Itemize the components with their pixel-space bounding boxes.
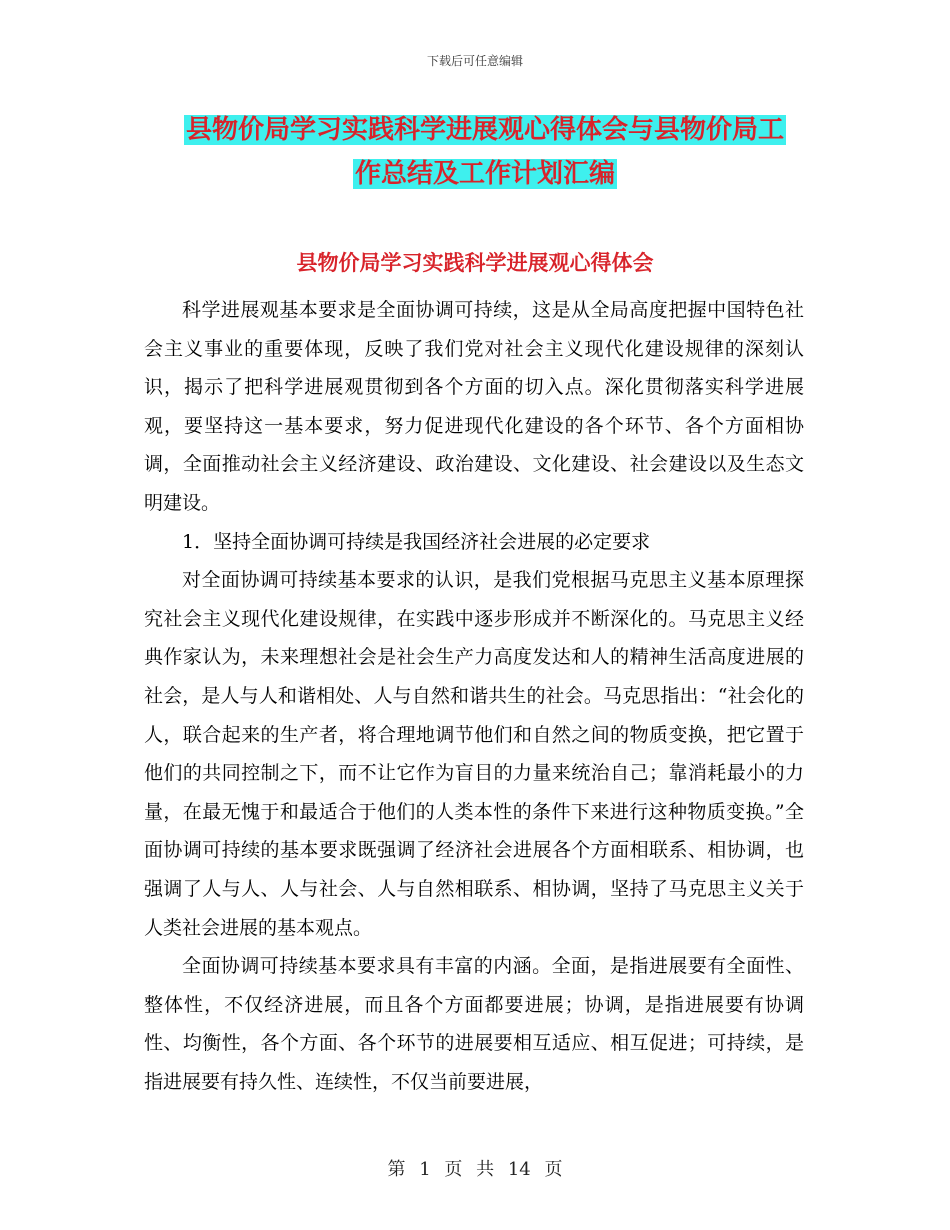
title-line-2: 作总结及工作计划汇编: [354, 159, 615, 189]
section-title: 县物价局学习实践科学进展观心得体会: [296, 250, 654, 275]
paragraph-4: 全面协调可持续基本要求具有丰富的内涵。全面，是指进展要有全面性、整体性，不仅经济进展，而且各个方面都要进展；协调，是指进展要有协调性、均衡性，各个方面、各个环节的进展要相互适应、相互促进；可持续，是指进展要有持久性、连续性，不仅当前要进展，: [144, 955, 804, 1093]
document-title: [140, 108, 830, 196]
header-note: 下载后可任意编辑: [426, 54, 523, 68]
paragraph-2-heading: 1．坚持全面协调可持续是我国经济社会进展的必定要求: [182, 530, 651, 553]
page-footer: 第 1 页 共 14 页: [387, 1159, 563, 1180]
title-line-1: 县物价局学习实践科学进展观心得体会与县物价局工: [185, 115, 784, 145]
paragraph-1: 科学进展观基本要求是全面协调可持续，这是从全局高度把握中国特色社会主义事业的重要体现，反映了我们党对社会主义现代化建设规律的深刻认识，揭示了把科学进展观贯彻到各个方面的切入点。深化贯彻落实科学进展观，要坚持这一基本要求，努力促进现代化建设的各个环节、各个方面相协调，全面推动社会主义经济建设、政治建设、文化建设、社会建设以及生态文明建设。: [144, 299, 804, 514]
body-text: [144, 291, 804, 1101]
paragraph-3: 对全面协调可持续基本要求的认识，是我们党根据马克思主义基本原理探究社会主义现代化建设规律，在实践中逐步形成并不断深化的。马克思主义经典作家认为，未来理想社会是社会生产力高度发达和人的精神生活高度进展的社会，是人与人和谐相处、人与自然和谐共生的社会。马克思指出：“社会化的人，联合起来的生产者，将合理地调节他们和自然之间的物质变换，把它置于他们的共同控制之下，而不让它作为盲目的力量来统治自己；靠消耗最小的力量，在最无愧于和最适合于他们的人类本性的条件下来进行这种物质变换。”全面协调可持续的基本要求既强调了经济社会进展各个方面相联系、相协调，也强调了人与人、人与社会、人与自然相联系、相协调，坚持了马克思主义关于人类社会进展的基本观点。: [144, 569, 804, 939]
